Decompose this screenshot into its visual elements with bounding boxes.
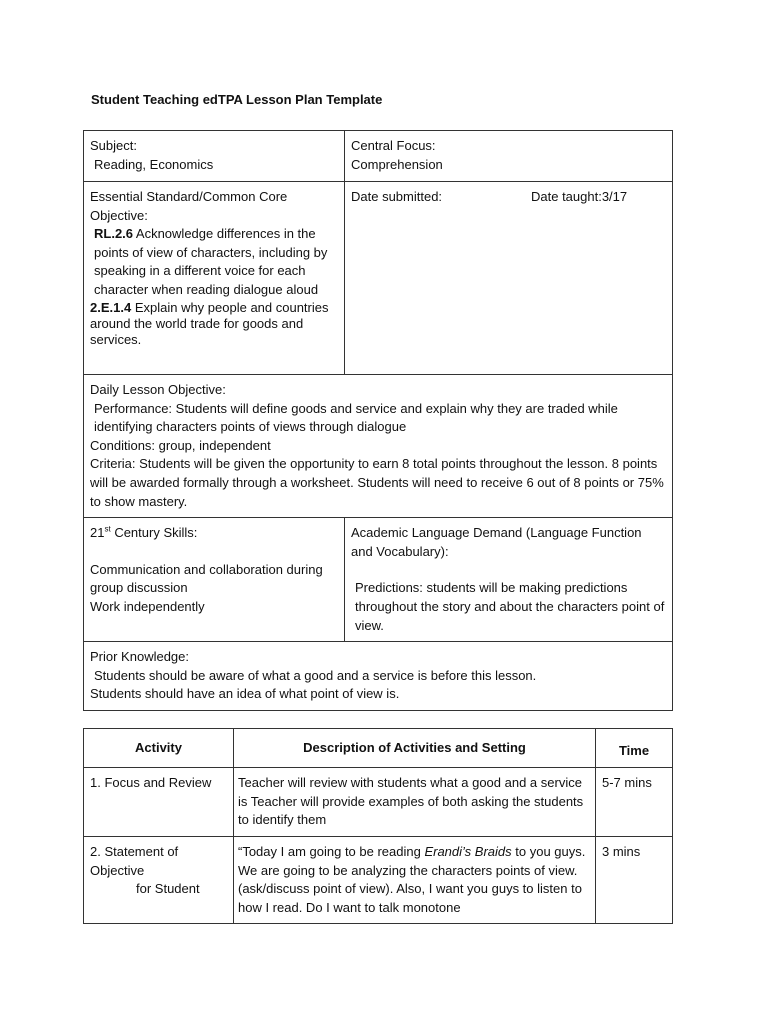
- academic-language-text: Predictions: students will be making predictions throughout the story and about the characters point of view.: [355, 580, 665, 633]
- standard-code-2e14: 2.E.1.4: [90, 299, 132, 315]
- time-cell: 3 mins: [596, 837, 673, 924]
- activities-header-row: [84, 729, 673, 768]
- description-cell: Teacher will review with students what a good and a service is Teacher will provide examples of both asking the students to identify them: [234, 768, 596, 837]
- standard-text-2e14: Explain why people and countries around the world trade for goods and services.: [90, 299, 329, 347]
- subject-value: Reading, Economics: [94, 156, 214, 172]
- prior-knowledge-label: Prior Knowledge:: [90, 649, 189, 665]
- spacer: [351, 561, 666, 579]
- description-pre: “Today I am going to be reading: [238, 844, 425, 859]
- table-row: [84, 768, 673, 837]
- prior-knowledge-row: [84, 642, 673, 711]
- central-focus-cell: [345, 131, 673, 182]
- prior-knowledge-cell: [84, 642, 673, 711]
- description-cell: [234, 837, 596, 924]
- spacer: [90, 543, 338, 561]
- standard-text-rl26: Acknowledge differences in the points of view of characters, including by speaking in a different voice for each character when reading dialogue aloud: [94, 226, 328, 297]
- daily-objective-criteria: Criteria: Students will be given the opportunity to earn 8 total points throughout the lesson. 8 points will be awarded formally through a worksheet. Students will need to receive 6 out of 8 points or 75% to show mastery.: [90, 456, 664, 509]
- table-row: [84, 837, 673, 924]
- book-title: Erandi’s Braids: [424, 844, 512, 859]
- standard-row: [84, 182, 673, 375]
- standard-label-line1: Essential Standard/Common Core: [90, 189, 288, 204]
- century-skills-item-2: Work independently: [90, 598, 205, 614]
- standard-cell: [84, 182, 345, 375]
- date-taught-label: Date taught:3/17: [531, 189, 628, 204]
- subject-cell: [84, 131, 345, 182]
- standard-label-line2: Objective:: [90, 207, 148, 223]
- central-focus-value: Comprehension: [351, 156, 443, 172]
- skills-row: [84, 518, 673, 642]
- header-time: Time: [596, 729, 673, 768]
- daily-objective-row: [84, 375, 673, 518]
- lesson-info-table: [83, 130, 673, 711]
- subject-row: [84, 131, 673, 182]
- century-skills-rest: Century Skills:: [110, 525, 198, 541]
- academic-language-label: Academic Language Demand (Language Function and Vocabulary):: [351, 525, 642, 559]
- century-skills-label: [90, 524, 338, 543]
- time-cell: 5-7 mins: [596, 768, 673, 837]
- prior-knowledge-line2: Students should have an idea of what point of view is.: [90, 686, 400, 702]
- century-skills-sup: st: [104, 524, 111, 534]
- century-skills-cell: [84, 518, 345, 642]
- header-description: Description of Activities and Setting: [234, 729, 596, 768]
- subject-label: Subject:: [90, 138, 137, 153]
- standard-code-rl26: RL.2.6: [94, 226, 134, 242]
- academic-language-cell: [345, 518, 673, 642]
- century-skills-num: 21: [90, 525, 105, 541]
- daily-objective-cell: [84, 375, 673, 518]
- standard-rl26: [90, 225, 338, 299]
- dates-cell: [345, 182, 673, 375]
- century-skills-item-1: Communication and collaboration during group discussion: [90, 561, 323, 596]
- standard-2e14: [90, 300, 338, 348]
- activities-table: [83, 728, 673, 924]
- daily-objective-label: Daily Lesson Objective:: [90, 382, 226, 397]
- activity-cell: 1. Focus and Review: [84, 768, 234, 837]
- activity-line2: Objective: [90, 862, 145, 878]
- central-focus-label: Central Focus:: [351, 138, 436, 153]
- date-submitted-label: Date submitted:: [351, 189, 443, 204]
- daily-objective-conditions: Conditions: group, independent: [90, 437, 271, 453]
- daily-objective-performance: Performance: Students will define goods and service and explain why they are traded while identifying characters points of views through dialogue: [94, 400, 618, 435]
- activity-cell: [84, 837, 234, 924]
- document-title: Student Teaching edTPA Lesson Plan Template: [91, 92, 383, 107]
- header-activity: Activity: [84, 729, 234, 768]
- activity-line1: 2. Statement of: [90, 844, 179, 859]
- prior-knowledge-line1: Students should be aware of what a good and a service is before this lesson.: [94, 667, 537, 683]
- activity-line3: for Student: [136, 881, 200, 897]
- description-post: to you guys. We are going to be analyzing the characters points of view. (ask/discuss point of view). Also, I want you guys to listen to how I read. Do I want to talk monotone: [238, 844, 586, 915]
